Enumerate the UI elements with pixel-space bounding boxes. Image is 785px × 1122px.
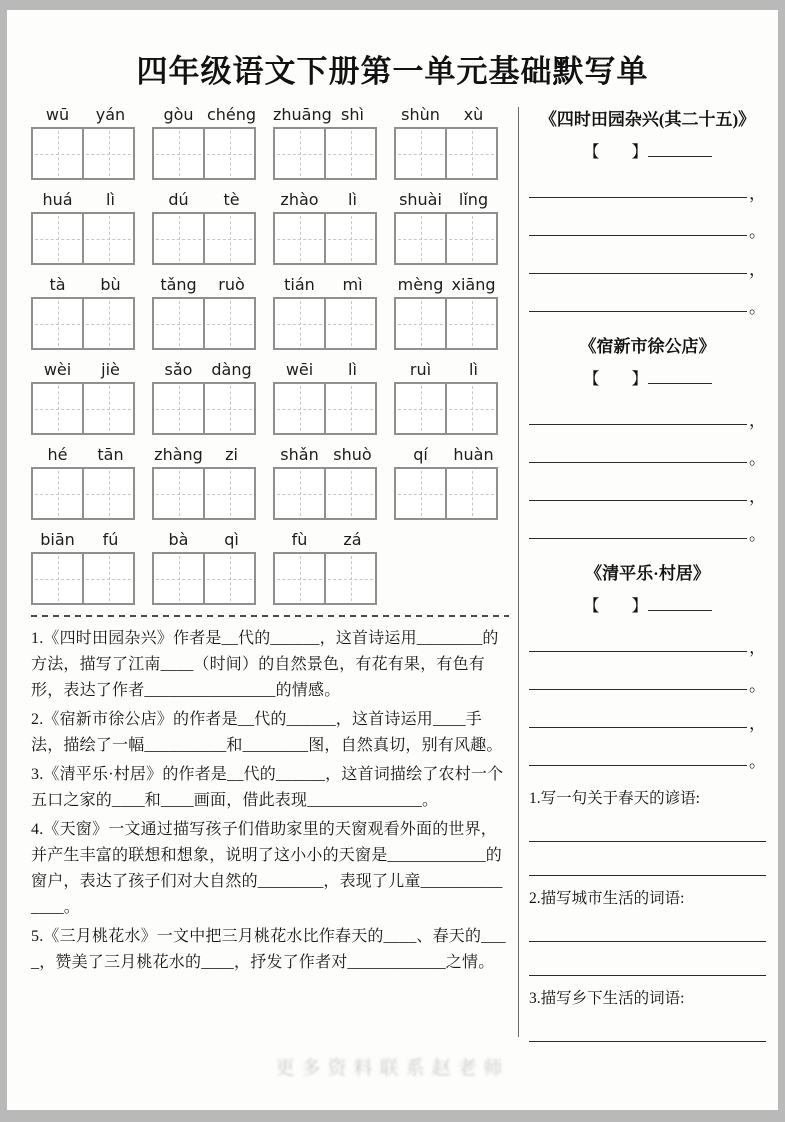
writing-box bbox=[82, 552, 135, 605]
writing-box bbox=[31, 127, 84, 180]
pinyin-syllable: mì bbox=[342, 275, 363, 294]
verse-blank bbox=[529, 765, 747, 766]
punctuation: 。 bbox=[749, 525, 766, 544]
writing-box bbox=[31, 552, 84, 605]
pinyin-labels bbox=[273, 105, 379, 124]
punctuation: ， bbox=[749, 487, 766, 506]
word-group bbox=[152, 275, 258, 350]
word-group bbox=[394, 445, 500, 520]
word-group bbox=[394, 190, 500, 265]
pinyin-labels bbox=[152, 190, 258, 209]
pinyin-syllable: hé bbox=[47, 445, 68, 464]
writing-box bbox=[324, 552, 377, 605]
page-title: 四年级语文下册第一单元基础默写单 bbox=[136, 54, 649, 89]
pinyin-row bbox=[31, 360, 509, 435]
pinyin-syllable: shùn bbox=[401, 105, 440, 124]
writing-box-pair bbox=[152, 382, 258, 435]
prompt-label: 1.写一句关于春天的谚语: bbox=[529, 790, 700, 807]
verse-blank bbox=[529, 462, 747, 463]
word-group bbox=[273, 445, 379, 520]
writing-box-pair bbox=[31, 297, 137, 350]
dashed-separator bbox=[31, 615, 509, 617]
pinyin-syllable: wū bbox=[45, 105, 70, 124]
poem-blank-line bbox=[529, 467, 766, 505]
pinyin-labels bbox=[273, 360, 379, 379]
writing-box bbox=[82, 467, 135, 520]
pinyin-syllable: tǎng bbox=[160, 275, 197, 294]
word-group bbox=[152, 445, 258, 520]
writing-box bbox=[152, 127, 205, 180]
pinyin-row bbox=[31, 105, 509, 180]
punctuation: ， bbox=[749, 184, 766, 203]
writing-box bbox=[203, 127, 256, 180]
writing-box-pair bbox=[273, 552, 379, 605]
pinyin-labels bbox=[152, 445, 258, 464]
pinyin-syllable: qí bbox=[413, 445, 428, 464]
word-group bbox=[152, 530, 258, 605]
pinyin-syllable: jiè bbox=[101, 360, 120, 379]
pinyin-syllable: huá bbox=[42, 190, 73, 209]
pinyin-labels bbox=[31, 530, 137, 549]
writing-box-pair bbox=[31, 552, 137, 605]
pinyin-syllable: fù bbox=[291, 530, 308, 549]
pinyin-labels bbox=[273, 445, 379, 464]
writing-box bbox=[152, 382, 205, 435]
prompt-blank-line bbox=[529, 808, 766, 842]
pinyin-syllable: wēi bbox=[285, 360, 314, 379]
pinyin-syllable: yán bbox=[95, 105, 126, 124]
word-group bbox=[31, 530, 137, 605]
question: 3.《清平乐·村居》的作者是__代的______，这首词描绘了农村一个五口之家的____和____画面，借此表现______________。 bbox=[31, 766, 504, 809]
poem-block bbox=[529, 559, 766, 770]
pinyin-syllable: zi bbox=[225, 445, 238, 464]
poem-title: 《四时田园杂兴(其二十五)》 bbox=[539, 110, 756, 129]
author-blank bbox=[648, 142, 712, 157]
writing-box bbox=[324, 297, 377, 350]
pinyin-syllable: fú bbox=[102, 530, 119, 549]
pinyin-labels bbox=[394, 445, 500, 464]
writing-box bbox=[445, 467, 498, 520]
writing-box bbox=[445, 127, 498, 180]
pinyin-syllable: bù bbox=[100, 275, 121, 294]
prompt-block bbox=[529, 986, 766, 1042]
pinyin-syllable: zhàng bbox=[154, 445, 203, 464]
writing-box-pair bbox=[31, 127, 137, 180]
pinyin-and-questions-column bbox=[31, 105, 509, 1042]
punctuation: ， bbox=[749, 411, 766, 430]
word-group bbox=[31, 105, 137, 180]
verse-blank bbox=[529, 538, 747, 539]
pinyin-grid-section bbox=[31, 105, 509, 605]
prompt-blank-line bbox=[529, 842, 766, 876]
poem-blank-line bbox=[529, 505, 766, 543]
pinyin-syllable: tān bbox=[97, 445, 124, 464]
pinyin-labels bbox=[394, 190, 500, 209]
word-group bbox=[152, 360, 258, 435]
pinyin-syllable: mèng bbox=[397, 275, 444, 294]
writing-box-pair bbox=[394, 467, 500, 520]
pinyin-syllable: huàn bbox=[453, 445, 494, 464]
writing-box bbox=[82, 212, 135, 265]
pinyin-syllable: sǎo bbox=[164, 360, 193, 379]
poem-blank-line bbox=[529, 429, 766, 467]
verse-blank bbox=[529, 197, 747, 198]
word-group bbox=[394, 360, 500, 435]
verse-blank bbox=[529, 500, 747, 501]
writing-box bbox=[31, 382, 84, 435]
pinyin-labels bbox=[152, 275, 258, 294]
pinyin-labels bbox=[31, 275, 137, 294]
punctuation: 。 bbox=[749, 222, 766, 241]
dynasty-author-line bbox=[529, 139, 766, 162]
pinyin-syllable: shuò bbox=[333, 445, 372, 464]
word-group bbox=[31, 190, 137, 265]
author-blank bbox=[648, 369, 712, 384]
poem-title: 《清平乐·村居》 bbox=[585, 564, 710, 583]
pinyin-labels bbox=[152, 105, 258, 124]
pinyin-row bbox=[31, 445, 509, 520]
writing-box bbox=[82, 297, 135, 350]
verse-blank bbox=[529, 689, 747, 690]
writing-box bbox=[273, 212, 326, 265]
writing-box bbox=[273, 382, 326, 435]
writing-box bbox=[273, 552, 326, 605]
writing-box bbox=[203, 212, 256, 265]
word-group bbox=[273, 360, 379, 435]
word-group bbox=[273, 190, 379, 265]
writing-box bbox=[203, 382, 256, 435]
poem-title: 《宿新市徐公店》 bbox=[579, 337, 716, 356]
poem-blank-line bbox=[529, 202, 766, 240]
poem-blank-line bbox=[529, 278, 766, 316]
pinyin-row bbox=[31, 275, 509, 350]
question: 5.《三月桃花水》一文中把三月桃花水比作春天的____、春天的____，赞美了三月桃花水的____，抒发了作者对____________之情。 bbox=[31, 928, 506, 971]
pinyin-syllable: lì bbox=[348, 190, 357, 209]
word-group bbox=[31, 445, 137, 520]
verse-blank bbox=[529, 651, 747, 652]
word-group bbox=[273, 105, 379, 180]
writing-box-pair bbox=[394, 127, 500, 180]
pinyin-syllable: tà bbox=[49, 275, 66, 294]
pinyin-labels bbox=[31, 360, 137, 379]
writing-box-pair bbox=[394, 212, 500, 265]
pinyin-row bbox=[31, 190, 509, 265]
pinyin-syllable: lì bbox=[469, 360, 478, 379]
dynasty-author-line bbox=[529, 366, 766, 389]
writing-box bbox=[445, 212, 498, 265]
writing-box-pair bbox=[152, 127, 258, 180]
writing-box bbox=[273, 467, 326, 520]
pinyin-syllable: ruò bbox=[218, 275, 245, 294]
prompts-section bbox=[529, 786, 766, 1042]
writing-box bbox=[152, 552, 205, 605]
punctuation: 。 bbox=[749, 676, 766, 695]
pinyin-syllable: lì bbox=[106, 190, 115, 209]
writing-box-pair bbox=[273, 297, 379, 350]
pinyin-syllable: zhuāng bbox=[273, 105, 332, 124]
pinyin-syllable: xù bbox=[463, 105, 484, 124]
poem-blank-line bbox=[529, 694, 766, 732]
pinyin-labels bbox=[152, 530, 258, 549]
pinyin-syllable: zá bbox=[343, 530, 362, 549]
pinyin-syllable: gòu bbox=[163, 105, 194, 124]
pinyin-syllable: tián bbox=[284, 275, 315, 294]
writing-box bbox=[394, 212, 447, 265]
word-group bbox=[31, 360, 137, 435]
prompt-blank-line bbox=[529, 942, 766, 976]
column-divider bbox=[518, 107, 519, 1037]
worksheet-page bbox=[7, 10, 778, 1110]
watermark: 更多资料联系赵老师 bbox=[275, 1058, 510, 1079]
word-group bbox=[273, 530, 379, 605]
poem-blank-line bbox=[529, 656, 766, 694]
pinyin-labels bbox=[31, 190, 137, 209]
writing-box-pair bbox=[394, 382, 500, 435]
word-group bbox=[31, 275, 137, 350]
writing-box bbox=[82, 382, 135, 435]
writing-box bbox=[324, 382, 377, 435]
poem-blank-line bbox=[529, 732, 766, 770]
pinyin-labels bbox=[394, 360, 500, 379]
writing-box-pair bbox=[31, 212, 137, 265]
writing-box-pair bbox=[152, 552, 258, 605]
word-group bbox=[394, 275, 500, 350]
writing-box bbox=[152, 212, 205, 265]
writing-box bbox=[203, 552, 256, 605]
pinyin-syllable: dàng bbox=[211, 360, 252, 379]
punctuation: 。 bbox=[749, 449, 766, 468]
poem-dictation-column bbox=[529, 105, 766, 1042]
writing-box bbox=[394, 127, 447, 180]
author-blank bbox=[648, 596, 712, 611]
verse-blank bbox=[529, 424, 747, 425]
pinyin-syllable: xiāng bbox=[451, 275, 496, 294]
pinyin-labels bbox=[152, 360, 258, 379]
pinyin-syllable: zhào bbox=[280, 190, 319, 209]
pinyin-labels bbox=[273, 275, 379, 294]
writing-box-pair bbox=[273, 382, 379, 435]
writing-box bbox=[324, 127, 377, 180]
writing-box bbox=[394, 297, 447, 350]
writing-box-pair bbox=[31, 467, 137, 520]
pinyin-syllable: shǎn bbox=[280, 445, 319, 464]
verse-blank bbox=[529, 273, 747, 274]
question: 4.《天窗》一文通过描写孩子们借助家里的天窗观看外面的世界，并产生丰富的联想和想象，说明了这小小的天窗是____________的窗户，表达了孩子们对大自然的________，表现了儿童______________。 bbox=[31, 821, 503, 916]
poems-section bbox=[529, 105, 766, 770]
prompt-blank-line bbox=[529, 908, 766, 942]
pinyin-labels bbox=[31, 105, 137, 124]
pinyin-labels bbox=[273, 530, 379, 549]
word-group bbox=[152, 105, 258, 180]
word-group bbox=[152, 190, 258, 265]
prompt-block bbox=[529, 886, 766, 976]
pinyin-syllable: dú bbox=[168, 190, 189, 209]
writing-box bbox=[203, 467, 256, 520]
writing-box bbox=[273, 127, 326, 180]
writing-box bbox=[31, 297, 84, 350]
dynasty-brackets: 【 】 bbox=[583, 371, 648, 388]
writing-box bbox=[31, 212, 84, 265]
pinyin-syllable: biān bbox=[40, 530, 75, 549]
prompt-blank-line bbox=[529, 1008, 766, 1042]
writing-box-pair bbox=[152, 467, 258, 520]
verse-blank bbox=[529, 727, 747, 728]
question: 2.《宿新市徐公店》的作者是__代的______，这首诗运用____手法，描绘了一幅__________和________图，自然真切，别有风趣。 bbox=[31, 711, 503, 754]
dynasty-brackets: 【 】 bbox=[583, 144, 648, 161]
pinyin-syllable: lǐng bbox=[458, 190, 489, 209]
prompt-label: 3.描写乡下生活的词语: bbox=[529, 990, 685, 1007]
writing-box-pair bbox=[273, 212, 379, 265]
writing-box-pair bbox=[152, 212, 258, 265]
pinyin-labels bbox=[394, 275, 500, 294]
writing-box bbox=[445, 297, 498, 350]
verse-blank bbox=[529, 235, 747, 236]
writing-box bbox=[394, 467, 447, 520]
pinyin-syllable: ruì bbox=[409, 360, 432, 379]
writing-box-pair bbox=[31, 382, 137, 435]
pinyin-syllable: tè bbox=[223, 190, 240, 209]
poem-blank-line bbox=[529, 164, 766, 202]
writing-box bbox=[152, 297, 205, 350]
word-group bbox=[273, 275, 379, 350]
pinyin-labels bbox=[31, 445, 137, 464]
punctuation: ， bbox=[749, 260, 766, 279]
prompt-label: 2.描写城市生活的词语: bbox=[529, 890, 685, 907]
punctuation: 。 bbox=[749, 298, 766, 317]
word-group bbox=[394, 105, 500, 180]
pinyin-syllable: bà bbox=[168, 530, 189, 549]
prompt-block bbox=[529, 786, 766, 876]
dynasty-brackets: 【 】 bbox=[583, 598, 648, 615]
writing-box-pair bbox=[273, 127, 379, 180]
poem-blank-line bbox=[529, 618, 766, 656]
question: 1.《四时田园杂兴》作者是__代的______，这首诗运用________的方法，描写了江南____（时间）的自然景色，有花有果，有色有形，表达了作者________________的情感。 bbox=[31, 630, 499, 699]
pinyin-syllable: wèi bbox=[43, 360, 72, 379]
verse-blank bbox=[529, 311, 747, 312]
pinyin-syllable: shì bbox=[341, 105, 364, 124]
writing-box bbox=[273, 297, 326, 350]
writing-box-pair bbox=[394, 297, 500, 350]
content-area bbox=[7, 91, 778, 1042]
poem-blank-line bbox=[529, 240, 766, 278]
writing-box bbox=[394, 382, 447, 435]
punctuation: ， bbox=[749, 638, 766, 657]
pinyin-labels bbox=[273, 190, 379, 209]
writing-box bbox=[31, 467, 84, 520]
questions-section bbox=[31, 626, 509, 976]
punctuation: ， bbox=[749, 714, 766, 733]
pinyin-syllable: lì bbox=[348, 360, 357, 379]
poem-blank-line bbox=[529, 391, 766, 429]
poem-block bbox=[529, 332, 766, 543]
pinyin-syllable: chéng bbox=[206, 105, 257, 124]
pinyin-syllable: qì bbox=[224, 530, 239, 549]
punctuation: 。 bbox=[749, 752, 766, 771]
writing-box bbox=[203, 297, 256, 350]
writing-box-pair bbox=[152, 297, 258, 350]
dynasty-author-line bbox=[529, 593, 766, 616]
pinyin-row bbox=[31, 530, 509, 605]
writing-box bbox=[152, 467, 205, 520]
writing-box bbox=[324, 467, 377, 520]
pinyin-labels bbox=[394, 105, 500, 124]
poem-block bbox=[529, 105, 766, 316]
pinyin-syllable: shuài bbox=[399, 190, 442, 209]
writing-box-pair bbox=[273, 467, 379, 520]
writing-box bbox=[324, 212, 377, 265]
writing-box bbox=[82, 127, 135, 180]
writing-box bbox=[445, 382, 498, 435]
